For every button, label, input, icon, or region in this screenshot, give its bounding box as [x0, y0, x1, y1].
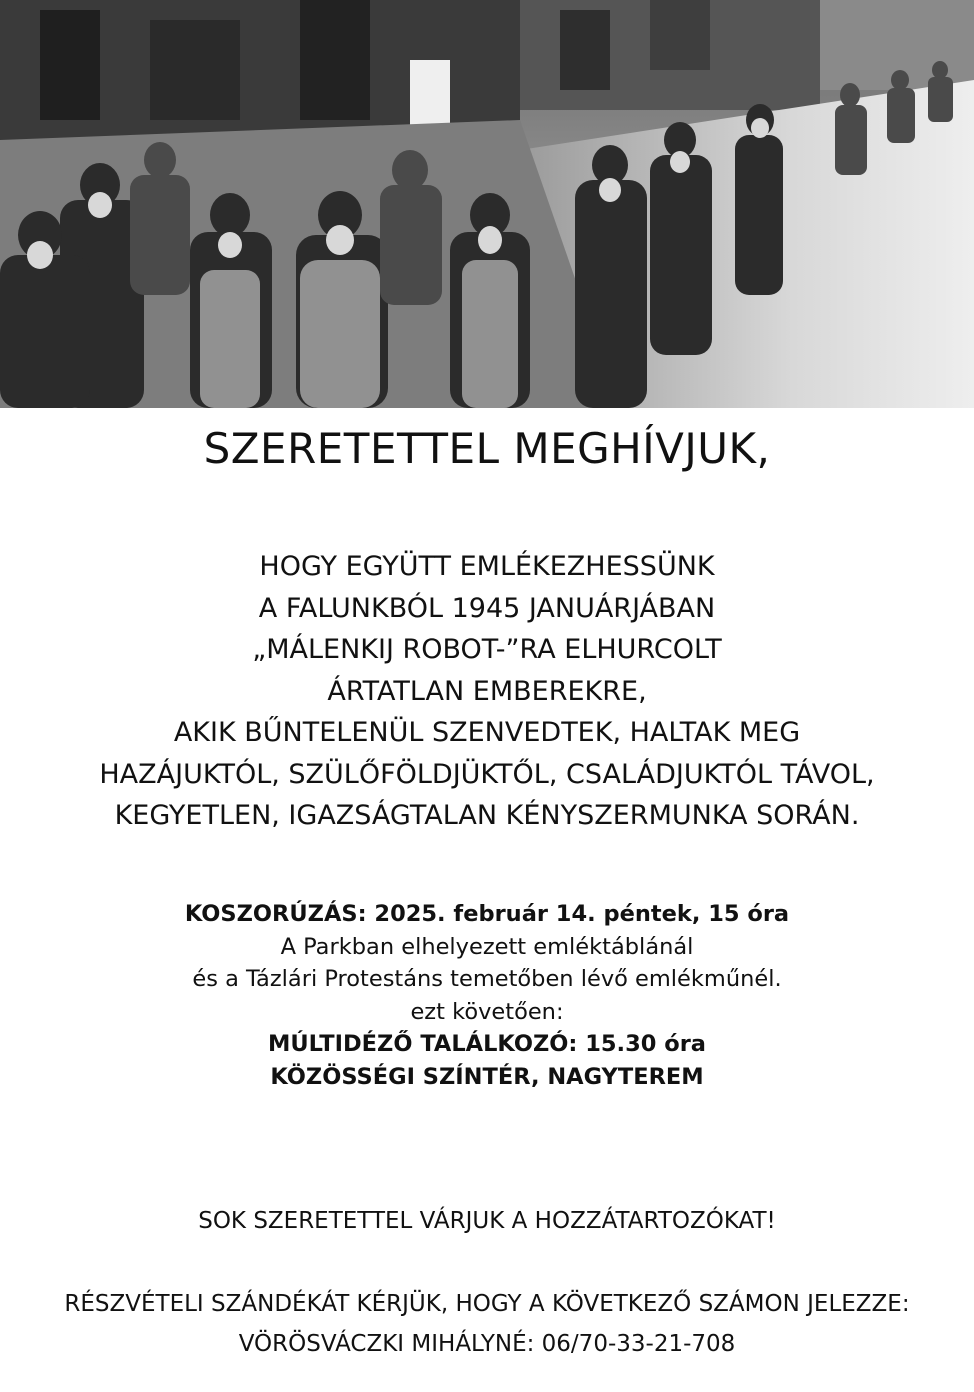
intro-line: „MÁLENKIJ ROBOT-”RA ELHURCOLT — [252, 634, 722, 665]
header-photo — [0, 0, 974, 408]
intro-line: HAZÁJUKTÓL, SZÜLŐFÖLDJÜKTŐL, CSALÁDJUKTÓL TÁVOL, — [99, 758, 875, 790]
meeting-place: KÖZÖSSÉGI SZÍNTÉR, NAGYTEREM — [270, 1063, 704, 1090]
meeting-time: MÚLTIDÉZŐ TALÁLKOZÓ: 15.30 óra — [268, 1031, 706, 1057]
rsvp-contact-phone: VÖRÖSVÁCZKI MIHÁLYNÉ: 06/70-33-21-708 — [238, 1331, 736, 1357]
event-details — [0, 898, 974, 1093]
memorial-intro-text — [0, 546, 974, 837]
location-cemetery-memorial: és a Tázlári Protestáns temetőben lévő emlékműnél. — [192, 966, 782, 992]
rsvp-request: RÉSZVÉTELI SZÁNDÉKÁT KÉRJÜK, HOGY A KÖVETKEZŐ SZÁMON JELEZZE: — [64, 1291, 910, 1317]
intro-line: AKIK BŰNTELENÜL SZENVEDTEK, HALTAK MEG — [173, 717, 801, 748]
rsvp-section — [0, 1284, 974, 1364]
intro-line: ÁRTATLAN EMBEREKRE, — [327, 675, 647, 707]
invitation-heading: SZERETETTEL MEGHÍVJUK, — [203, 424, 771, 473]
followup-label: ezt követően: — [410, 998, 564, 1025]
intro-line: A FALUNKBÓL 1945 JANUÁRJÁBAN — [258, 592, 716, 624]
intro-line: HOGY EGYÜTT EMLÉKEZHESSÜNK — [259, 551, 715, 582]
closing-message: SOK SZERETETTEL VÁRJUK A HOZZÁTARTOZÓKAT! — [198, 1208, 776, 1234]
wreath-laying-time: KOSZORÚZÁS: 2025. február 14. péntek, 15 óra — [184, 901, 790, 927]
location-park-plaque: A Parkban elhelyezett emléktáblánál — [280, 933, 694, 960]
intro-line: KEGYETLEN, IGAZSÁGTALAN KÉNYSZERMUNKA SORÁN. — [114, 800, 860, 831]
